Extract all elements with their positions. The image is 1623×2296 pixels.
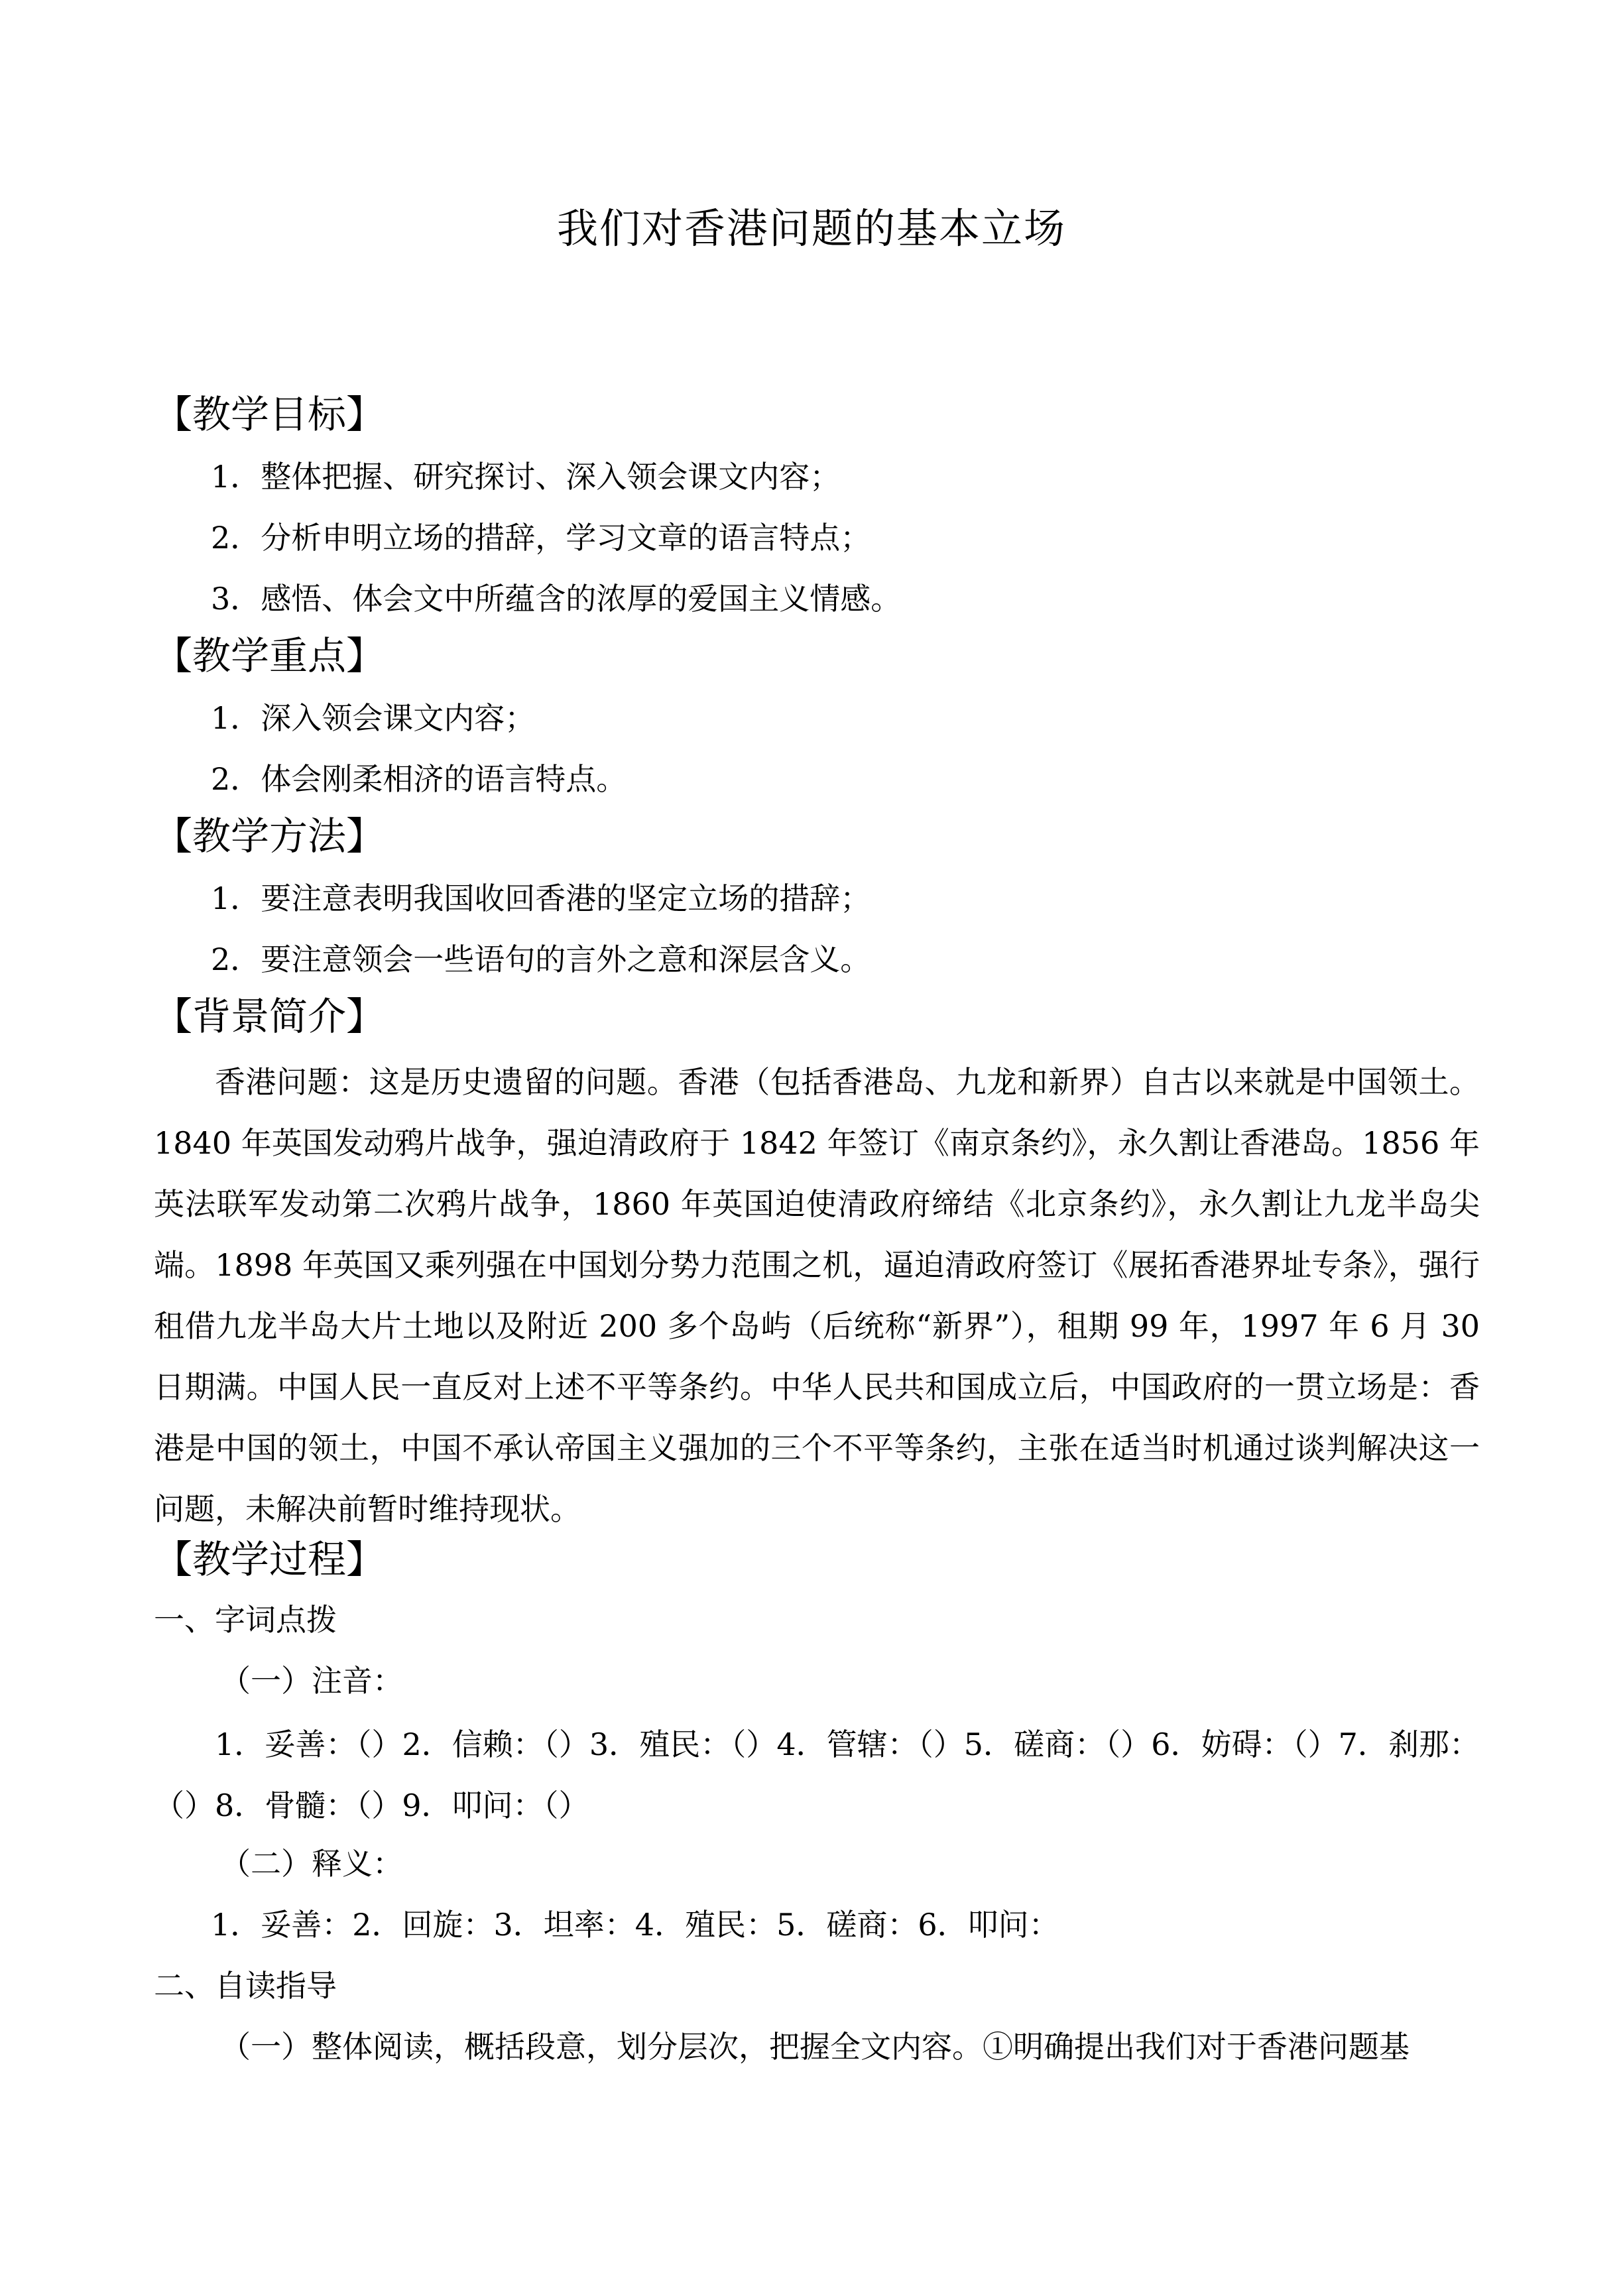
section-1-sub2-text: 1．妥善：2．回旋：3．坦率：4．殖民：5．磋商：6．叩问： xyxy=(211,1907,1059,1943)
objective-item-3: 3．感悟、体会文中所蕴含的浓厚的爱国主义情感。 xyxy=(211,581,902,617)
method-item-1: 1．要注意表明我国收回香港的坚定立场的措辞； xyxy=(211,880,871,916)
background-paragraph: 香港问题：这是历史遗留的问题。香港（包括香港岛、九龙和新界）自古以来就是中国领土。1840 年英国发动鸦片战争，强迫清政府于 1842 年签订《南京条约》，永久割让香港岛。1856 年英法联军发动第二次鸦片战争，1860 年英国迫使清政府缔结《北京条约》，永久割让九龙半岛尖端。1898 年英国又乘列强在中国划分势力范围之机，逼迫清政府签订《展拓香港界址专条》，强行租借九龙半岛大片土地以及附近 200 多个岛屿（后统称“新界”），租期 99 年，1997 年 6 月 30 日期满。中国人民一直反对上述不平等条约。中华人民共和国成立后，中国政府的一贯立场是：香港是中国的领土，中国不承认帝国主义强加的三个不平等条约，主张在适当时机通过谈判解决这一问题，未解决前暂时维持现状。 xyxy=(154,1064,1480,1527)
key-point-item-2: 2．体会刚柔相济的语言特点。 xyxy=(211,761,627,797)
section-1-sub1-text: 1．妥善：（）2．信赖：（）3．殖民：（）4．管辖：（）5．磋商：（）6．妨碍：（）7．刹那：（）8．骨髓：（）9．叩问：（） xyxy=(154,1726,1480,1823)
section-1-sub2-title: （二）释义： xyxy=(220,1846,403,1882)
section-2-text: （一）整体阅读，概括段意，划分层次，把握全文内容。①明确提出我们对于香港问题基 xyxy=(220,2029,1410,2065)
page-title: 我们对香港问题的基本立场 xyxy=(556,204,1066,253)
process-heading: 【教学过程】 xyxy=(154,1537,385,1582)
section-2-title: 二、自读指导 xyxy=(154,1968,337,2004)
method-item-2: 2．要注意领会一些语句的言外之意和深层含义。 xyxy=(211,941,871,977)
key-point-item-1: 1．深入领会课文内容； xyxy=(211,700,536,736)
objectives-heading: 【教学目标】 xyxy=(154,392,385,437)
objective-item-2: 2．分析申明立场的措辞，学习文章的语言特点； xyxy=(211,520,871,556)
background-heading: 【背景简介】 xyxy=(154,994,385,1039)
section-1-sub1-title: （一）注音： xyxy=(220,1663,403,1699)
methods-heading: 【教学方法】 xyxy=(154,814,385,859)
section-1-title: 一、字词点拨 xyxy=(154,1602,337,1638)
objective-item-1: 1．整体把握、研究探讨、深入领会课文内容； xyxy=(211,459,841,495)
key-points-heading: 【教学重点】 xyxy=(154,633,385,678)
